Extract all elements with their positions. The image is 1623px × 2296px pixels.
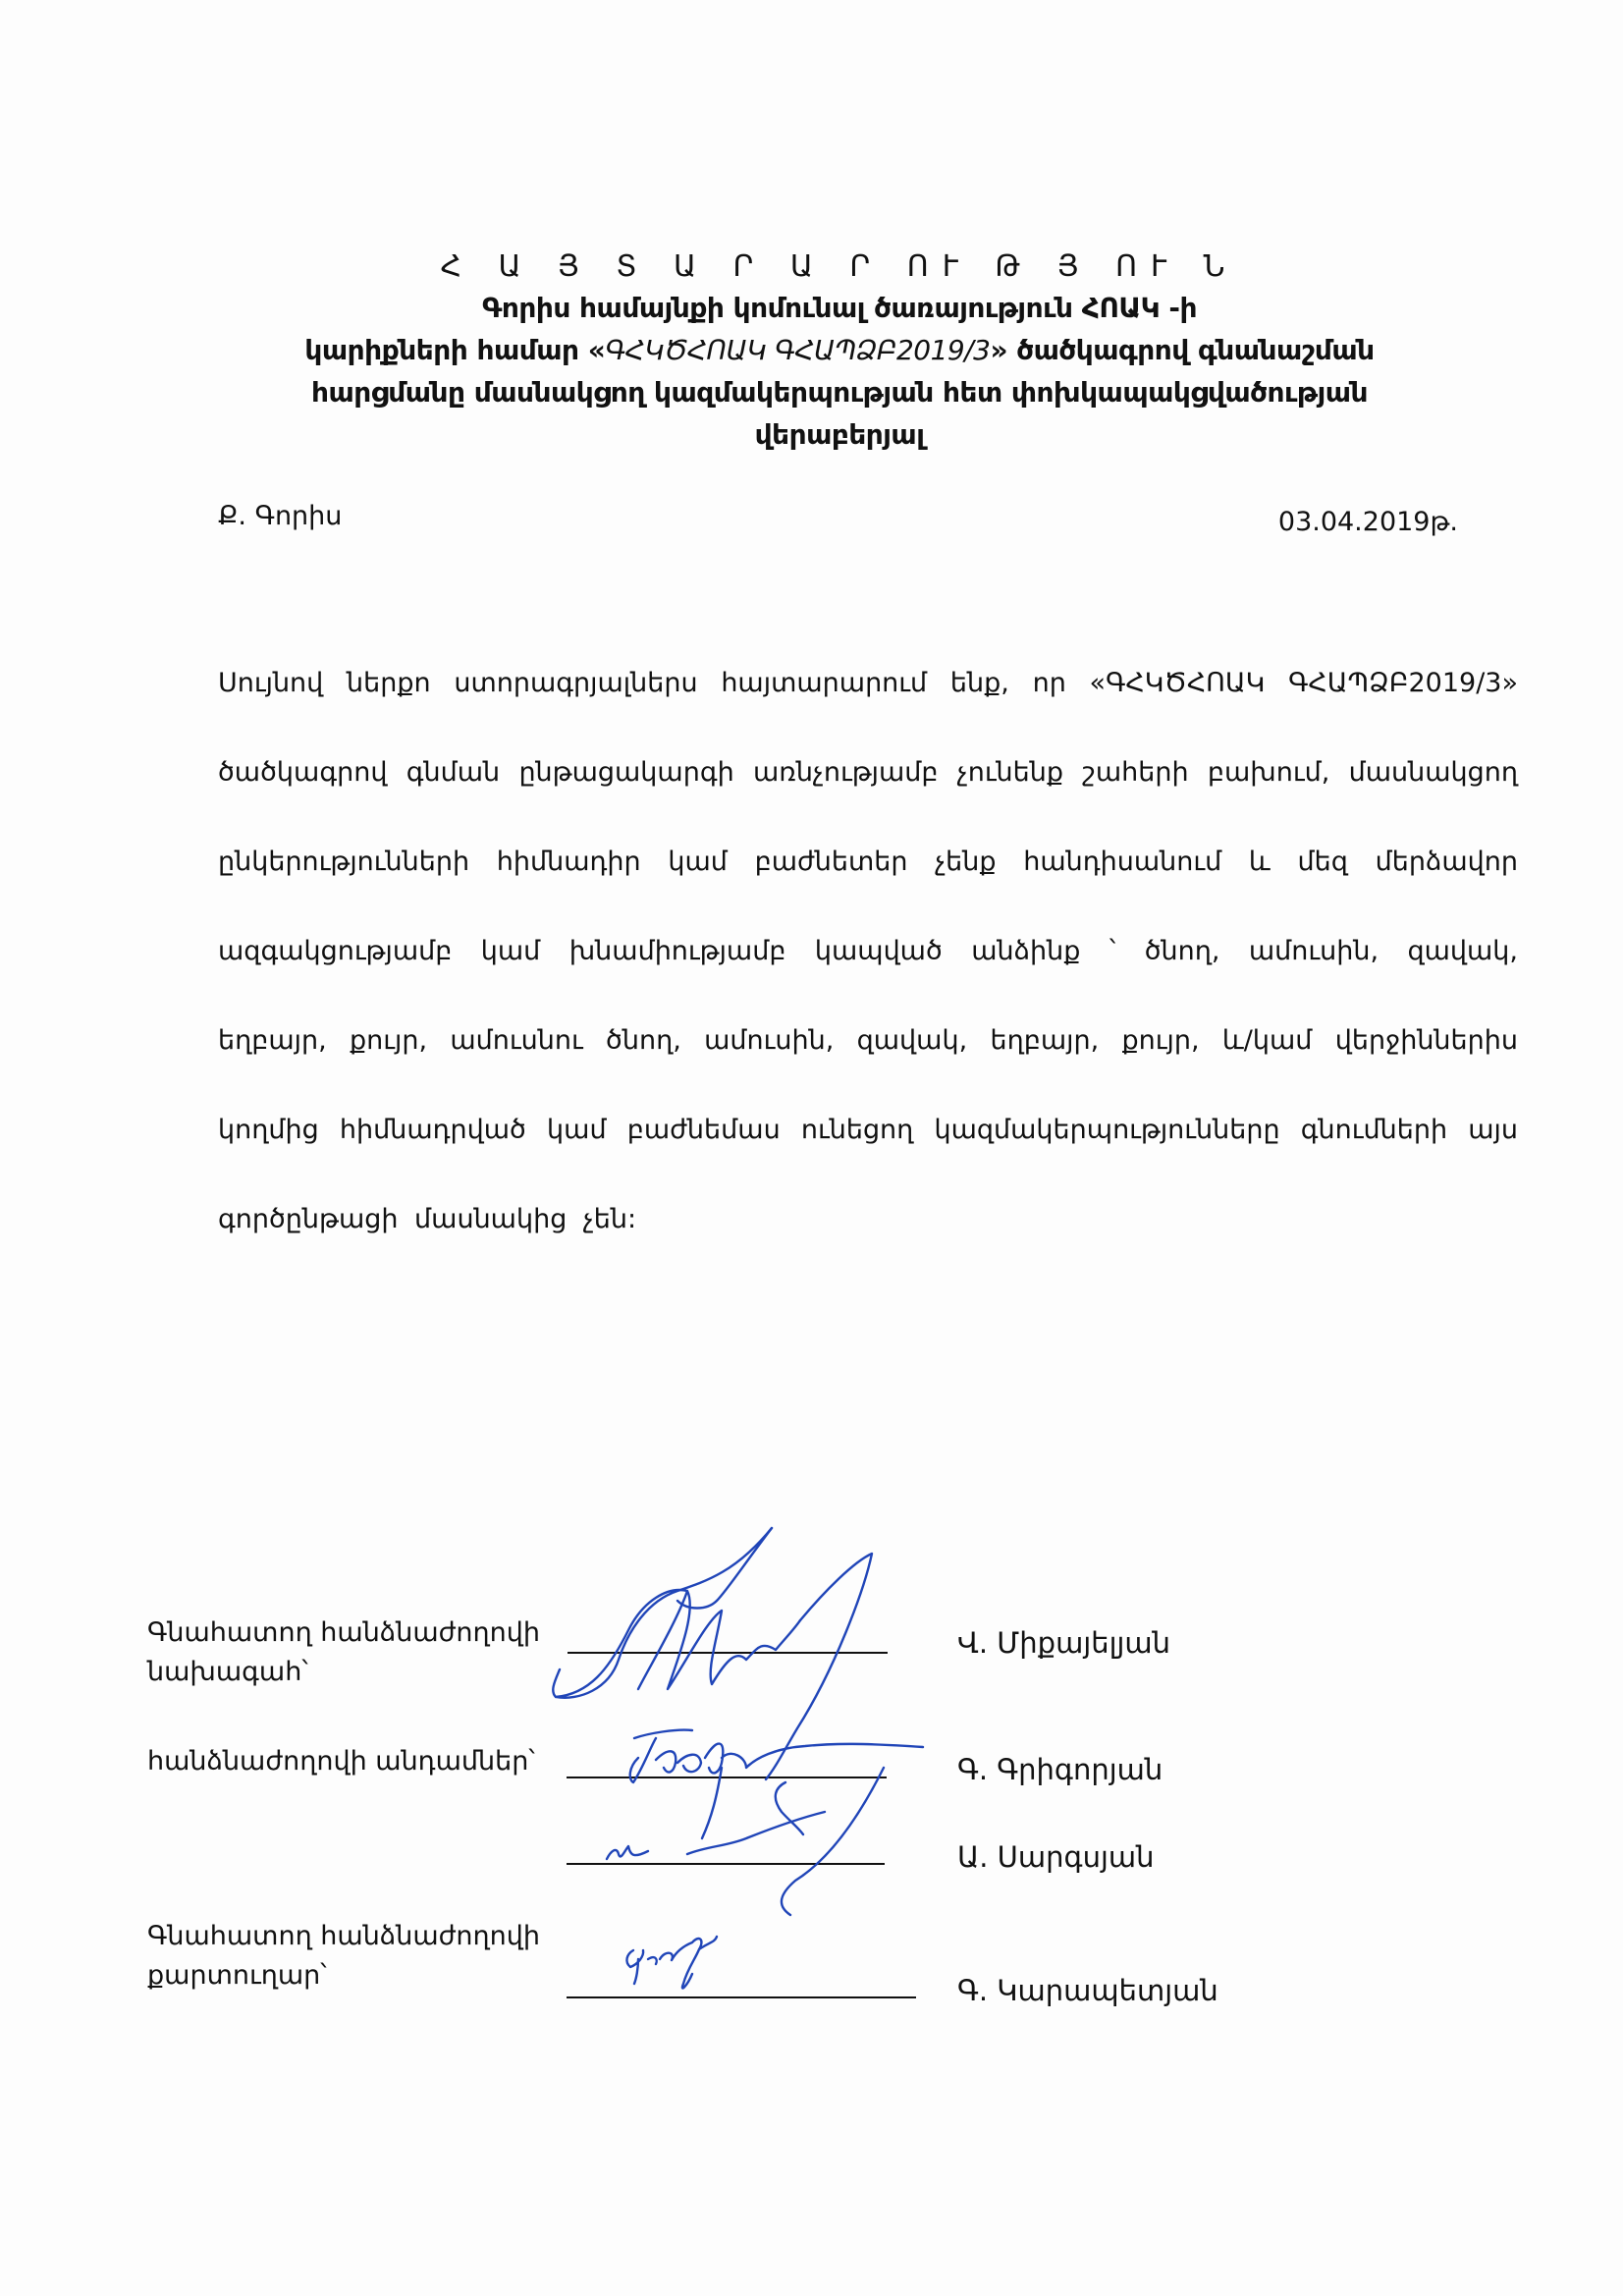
place: Ք. Գորիս bbox=[218, 501, 343, 531]
signature-2 bbox=[630, 1730, 923, 1915]
document-title: Հ Ա Յ Տ Ա Ր Ա Ր ՈՒ Թ Յ ՈՒ Ն bbox=[440, 249, 1239, 284]
subtitle-line-2-post: » ծածկագրով գնանաշման bbox=[990, 334, 1375, 366]
subtitle-line-2 bbox=[226, 329, 1453, 371]
signatory-name-4: Գ. Կարապետյան bbox=[957, 1974, 1218, 2007]
signature-3 bbox=[607, 1812, 825, 1859]
declaration-body: Սույնով ներքո ստորագրյալներս հայտարարում ենք, որ «ԳՀԿԾՀՈԱԿ ԳՀԱՊՁԲ2019/3» ծածկագրով գնման ընթացակարգի առնչությամբ չունենք շահերի բախում, մասնակցող ընկերությունների հիմնադիր կամ բաժնետեր չենք հանդիսանում և մեզ մերձավոր ազգակցությամբ կամ խնամիությամբ կապված անձինք ՝ ծնող, ամուսին, զավակ, եղբայր, քույր, ամուսնու ծնող, ամուսին, զավակ, եղբայր, քույր, և/կամ վերջիններիս կողմից հիմնադրված կամ բաժնեմաս ունեցող կազմակերպությունները գնումների այս գործընթացի մասնակից չեն: bbox=[218, 668, 1518, 1234]
subtitle-line-3: հարցմանը մասնակցող կազմակերպության հետ փոխկապակցվածության bbox=[310, 376, 1368, 409]
signature-line-2 bbox=[567, 1777, 887, 1778]
date: 03.04.2019թ. bbox=[1277, 507, 1458, 537]
signatory-role-members: հանձնաժողովի անդամներ՝ bbox=[147, 1746, 535, 1777]
signature-line-3 bbox=[567, 1863, 885, 1865]
tender-code: ԳՀԿԾՀՈԱԿ ԳՀԱՊՁԲ2019/3 bbox=[605, 334, 991, 366]
signatory-name-1: Վ. Միքայելյան bbox=[957, 1626, 1170, 1660]
signature-4 bbox=[626, 1937, 717, 1989]
subtitle-line-2-pre: կարիքների համար « bbox=[304, 334, 606, 366]
subtitle-line-1: Գորիս համայնքի կոմունալ ծառայություն ՀՈԱԿ -ի bbox=[481, 292, 1198, 324]
header bbox=[226, 247, 1453, 456]
subtitle-line-4: վերաբերյալ bbox=[754, 418, 925, 451]
signatory-role-secretary: Գնահատող հանձնաժողովի քարտուղար՝ bbox=[147, 1921, 540, 1991]
signature-1 bbox=[553, 1528, 872, 1779]
signatory-role-chairman: Գնահատող հանձնաժողովի նախագահ՝ bbox=[147, 1617, 540, 1687]
signature-line-1 bbox=[568, 1652, 888, 1654]
signatory-name-3: Ա. Սարգսյան bbox=[957, 1840, 1155, 1874]
signature-line-4 bbox=[567, 1996, 916, 1998]
signatory-name-2: Գ. Գրիգորյան bbox=[957, 1753, 1163, 1786]
